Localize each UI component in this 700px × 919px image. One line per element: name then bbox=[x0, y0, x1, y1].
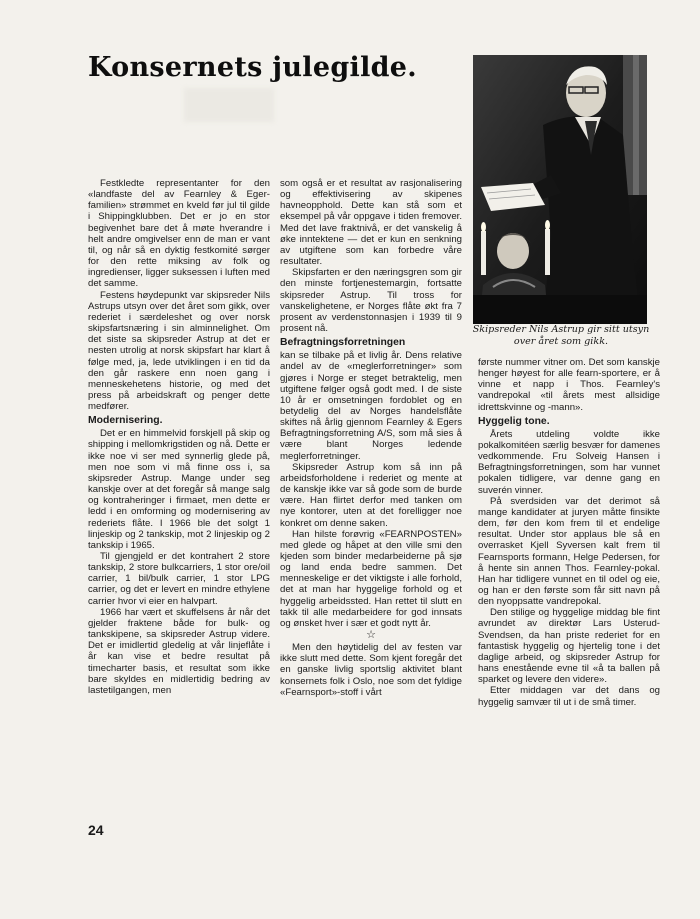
column1-paragraph-2: Festens høydepunkt var skipsreder Nils Astrups utsyn over det året som gikk, over rederiet i særdeleshet og over norsk skipsfartsnæring i sin alminnelighet. Om det siste sa skipsreder Astrup at det er nesten utrolig at norsk skipsfart har klart å følge med, ja, lede utviklingen i en tid da den går raskere enn noen gang i menneskehetens historie, og med det press på arbeidskraft og penger dette medfører. bbox=[88, 289, 270, 413]
column1-paragraph-1: Festkledte representanter for den «landfaste del av Fearnley & Eger-familien» strømmet en kveld før jul til gilde i Shippingklubben. Det er jo en stor begivenhet bare det å møte hverandre i helt andre omgivelser enn de man er vant til, og når så en dyktig festkomité sørger for den rette miksing av folk og ingredienser, ligger suksessen i luften med det samme. bbox=[88, 178, 270, 290]
column2-paragraph-5: Han hilste forøvrig «FEARNPOSTEN» med glede og håpet at den ville smi den kjeden som binder medarbeiderne på sjø og land enda bedre sammen. Det menneskelige er det viktigste i alle forhold, det at man har hyggelige forhold og et hyggelig arbeidssted. Han rettet til slutt en takk til alle medarbeidere for god innsats og ønsket hver i sær et godt nytt år. bbox=[280, 528, 462, 629]
speaker-photo bbox=[473, 55, 647, 324]
column1-paragraph-4: Til gjengjeld er det kontrahert 2 store tankskip, 2 store bulkcarriers, 1 stor ore/oil carrier, 1 bil/bulk carrier, 1 stor LPG carrier, og det er levert en mindre ethylene carrier hvor vi eier en halvpart. bbox=[88, 551, 270, 607]
speaker-photo-image bbox=[473, 55, 647, 324]
column3-paragraph-3: På sverdsiden var det derimot så mange kandidater at juryen måtte finsikte dem, før den kom frem til et endelige resultat. Under stor applaus ble så en overrasket Kjell Syversen kalt frem til Fearnsports formann, Helge Pedersen, for å hente sin annen Thos. Fearnley-pokal. Han har tidligere vunnet en til odel og eie, og han er den første som får sitt navn på den nyoppsatte vandrepokal. bbox=[478, 495, 660, 608]
column1-subheading: Modernisering. bbox=[88, 415, 163, 427]
article-column-1 bbox=[88, 178, 270, 696]
column2-paragraph-4: Skipsreder Astrup kom så inn på arbeidsforholdene i rederiet og mente at de kanskje ikke var så gode som de burde være. Han flirtet derfor med tanken om nye kontorer, uten at det forelligger noe konkret om denne saken. bbox=[280, 461, 462, 529]
column3-paragraph-2: Årets utdeling voldte ikke pokalkomitéen særlig besvær for damenes vedkommende. Fru Solveig Hansen i Befragtningsforretningen, som har vunnet pokalen tidligere, var denne gang en suverén vinner. bbox=[478, 428, 660, 496]
show-through-ghost bbox=[184, 88, 274, 122]
star-divider-icon: ☆ bbox=[366, 629, 376, 642]
column3-paragraph-4: Den stilige og hyggelige middag ble fint avrundet av direktør Lars Usterud-Svendsen, da han priste rederiet for en fantastisk hyggelig og hjertelig tone i det daglige arbeid, og skipsreder Astrup for hans enestående evne til «å ta ballen på sparket og levere den videre». bbox=[478, 607, 660, 686]
article-column-3 bbox=[478, 357, 660, 708]
column2-paragraph-1: som også er et resultat av rasjonalisering og effektivisering av skipenes havneopphold. Dette kan stå som et eksempel på vår oppgave i tiden fremover. Med det lave fraktnivå, er det vanskelig å øke inntektene — det er kun en senkning av utgiftene som kan forbedre våre resultater. bbox=[280, 178, 462, 268]
column2-paragraph-6: Men den høytidelig del av festen var ikke slutt med dette. Som kjent foregår det en ganske livlig sportslig aktivitet blant konsernets folk i Oslo, noe som det fyldige «Fearnsport»-stoff i vårt bbox=[280, 642, 462, 698]
article-title: Konsernets julegilde. bbox=[88, 52, 417, 83]
column3-paragraph-5: Etter middagen var det dans og hyggelig samvær til ut i de små timer. bbox=[478, 685, 660, 708]
column3-paragraph-1: første nummer vitner om. Det som kanskje henger høyest for alle fearn-sportere, er å vinne et napp i Thos. Fearnley's vandrepokal «til årets mest allsidige idrettskvinne og -mann». bbox=[478, 357, 660, 413]
column2-paragraph-3: kan se tilbake på et livlig år. Dens relative andel av de «meglerforretninger» som gjøres i Norge er steget betraktelig, men utgiftene følger også godt med. I de siste 10 år er omsetningen fordoblet og en betydelig del av Norges handelsflåte skiftes nå årlig gjennom Fearnley & Egers Befragtningsforretning A/S, som må sies å være blant Norges ledende meglerforretninger. bbox=[280, 350, 462, 462]
column1-paragraph-5: 1966 har vært et skuffelsens år når det gjelder fraktene både for bulk- og tankskipene, sa skipsreder Astrup videre. Det er imidlertid gledelig at vår linjeflåte i år kan vise et bedre resultat på timecharter basis, et resultat som ikke bare skyldes en midlertidig bedring av lastetilgangen, men bbox=[88, 606, 270, 696]
article-column-2 bbox=[280, 178, 462, 698]
photo-caption: Skipsreder Nils Astrup gir sitt utsyn over året som gikk. bbox=[472, 324, 650, 347]
column3-subheading: Hyggelig tone. bbox=[478, 415, 550, 427]
column2-subheading: Befragtningsforretningen bbox=[280, 337, 406, 349]
page-number: 24 bbox=[88, 822, 104, 838]
column1-paragraph-3: Det er en himmelvid forskjell på skip og shipping i mellomkrigstiden og nå. Dette er ikke noe vi ser med synnerlig glede på, men noe som vi må finne oss i, sa skipsreder Astrup. Mange under seg kanskje over at det foregår så mange salg og kontraheringer i firmaet, men dette er ledd i en omforming og modernisering av rederiets flåte. I 1966 ble det solgt 1 linjeskip og 2 tankskip, mot 2 linjeskip og 2 tankskip i 1965. bbox=[88, 428, 270, 551]
column2-paragraph-2: Skipsfarten er den næringsgren som gir den minste fortjenestemargin, fortsatte skipsreder Astrup. Til tross for vanskelighetene, er Norges flåte økt fra 7 prosent av verdenstonnasjen i 1939 til 9 prosent nå. bbox=[280, 267, 462, 335]
